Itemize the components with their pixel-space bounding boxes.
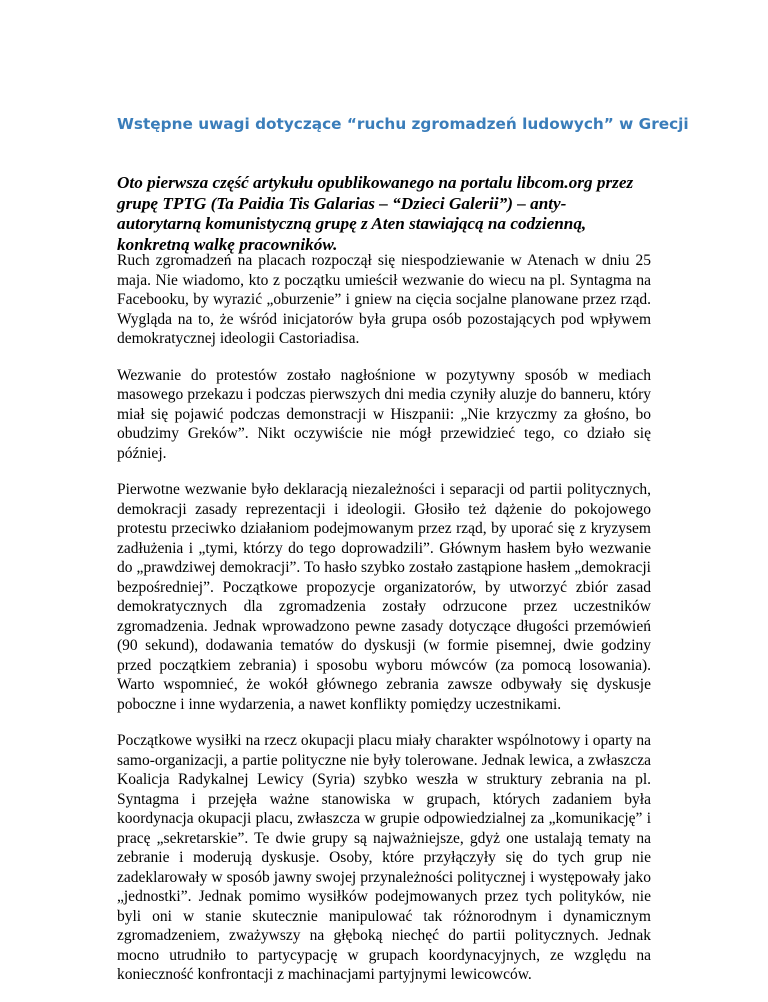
body-paragraph: Ruch zgromadzeń na placach rozpoczął się niespodziewanie w Atenach w dniu 25 maja. Nie wiadomo, kto z początku umieścił wezwanie do wiecu na pl. Syntagma na Facebooku, by wyrazić „oburzenie” i gniew na cięcia socjalne planowane przez rząd. Wygląda na to, że wśród inicjatorów była grupa osób pozostających pod wpływem demokratycznej ideologii Castoriadisa. (117, 252, 651, 347)
lead-paragraph: Oto pierwsza część artykułu opublikowanego na portalu libcom.org przez grupę TPTG (Ta Paidia Tis Galarias – “Dzieci Galerii”) – anty-autorytarną komunistyczną grupę z Aten stawiającą na codzienną, konkretną walkę pracowników. (117, 173, 634, 254)
document-title: Wstępne uwagi dotyczące “ruchu zgromadzeń ludowych” w Grecji (117, 115, 689, 133)
body-paragraph: Początkowe wysiłki na rzecz okupacji placu miały charakter wspólnotowy i oparty na samo-organizacji, a partie polityczne nie były tolerowane. Jednak lewica, a zwłaszcza Koalicja Radykalnej Lewicy (Syria) szybko weszła w struktury zebrania na pl. Syntagma i przejęła ważne stanowiska w grupach, których zadaniem była koordynacja okupacji placu, zwłaszcza w grupie odpowiedzialnej za „komunikację” i pracę „sekretarskie”. Te dwie grupy są najważniejsze, gdyż one ustalają tematy na zebranie i moderują dyskusje. Osoby, które przyłączyły się do tych grup nie zadeklarowały w sposób jawny swojej przynależności politycznej i występowały jako „jednostki”. Jednak pomimo wysiłków podejmowanych przez tych polityków, nie byli oni w stanie skutecznie manipulować tak różnorodnym i dynamicznym zgromadzeniem, zważywszy na głęboką niechęć do partii politycznych. Jednak mocno utrudniło to partycypację w grupach koordynacyjnych, ze względu na konieczność konfrontacji z machinacjami partyjnymi lewicowców. (117, 732, 651, 983)
body-paragraph: Pierwotne wezwanie było deklaracją niezależności i separacji od partii politycznych, demokracji zasady reprezentacji i ideologii. Głosiło też dążenie do pokojowego protestu przeciwko działaniom podejmowanym przez rząd, by uporać się z kryzysem zadłużenia i „tymi, którzy do tego doprowadzili”. Głównym hasłem było wezwanie do „prawdziwej demokracji”. To hasło szybko zostało zastąpione hasłem „demokracji bezpośredniej”. Początkowe propozycje organizatorów, by utworzyć zbiór zasad demokratycznych dla zgromadzenia zostały odrzucone przez uczestników zgromadzenia. Jednak wprowadzono pewne zasady dotyczące długości przemówień (90 sekund), dodawania tematów do dyskusji (w formie pisemnej, dwie godziny przed początkiem zebrania) i sposobu wyboru mówców (za pomocą losowania). Warto wspomnieć, że wokół głównego zebrania zawsze odbywały się dyskusje poboczne i inne wydarzenia, a nawet konflikty pomiędzy uczestnikami. (117, 481, 651, 713)
article-body (117, 251, 651, 1002)
body-paragraph: Wezwanie do protestów zostało nagłośnione w pozytywny sposób w mediach masowego przekazu i podczas pierwszych dni media czyniły aluzje do banneru, który miał się pojawić podczas demonstracji w Hiszpanii: „Nie krzyczmy za głośno, bo obudzimy Greków”. Nikt oczywiście nie mógł przewidzieć tego, co działo się później. (117, 366, 651, 462)
